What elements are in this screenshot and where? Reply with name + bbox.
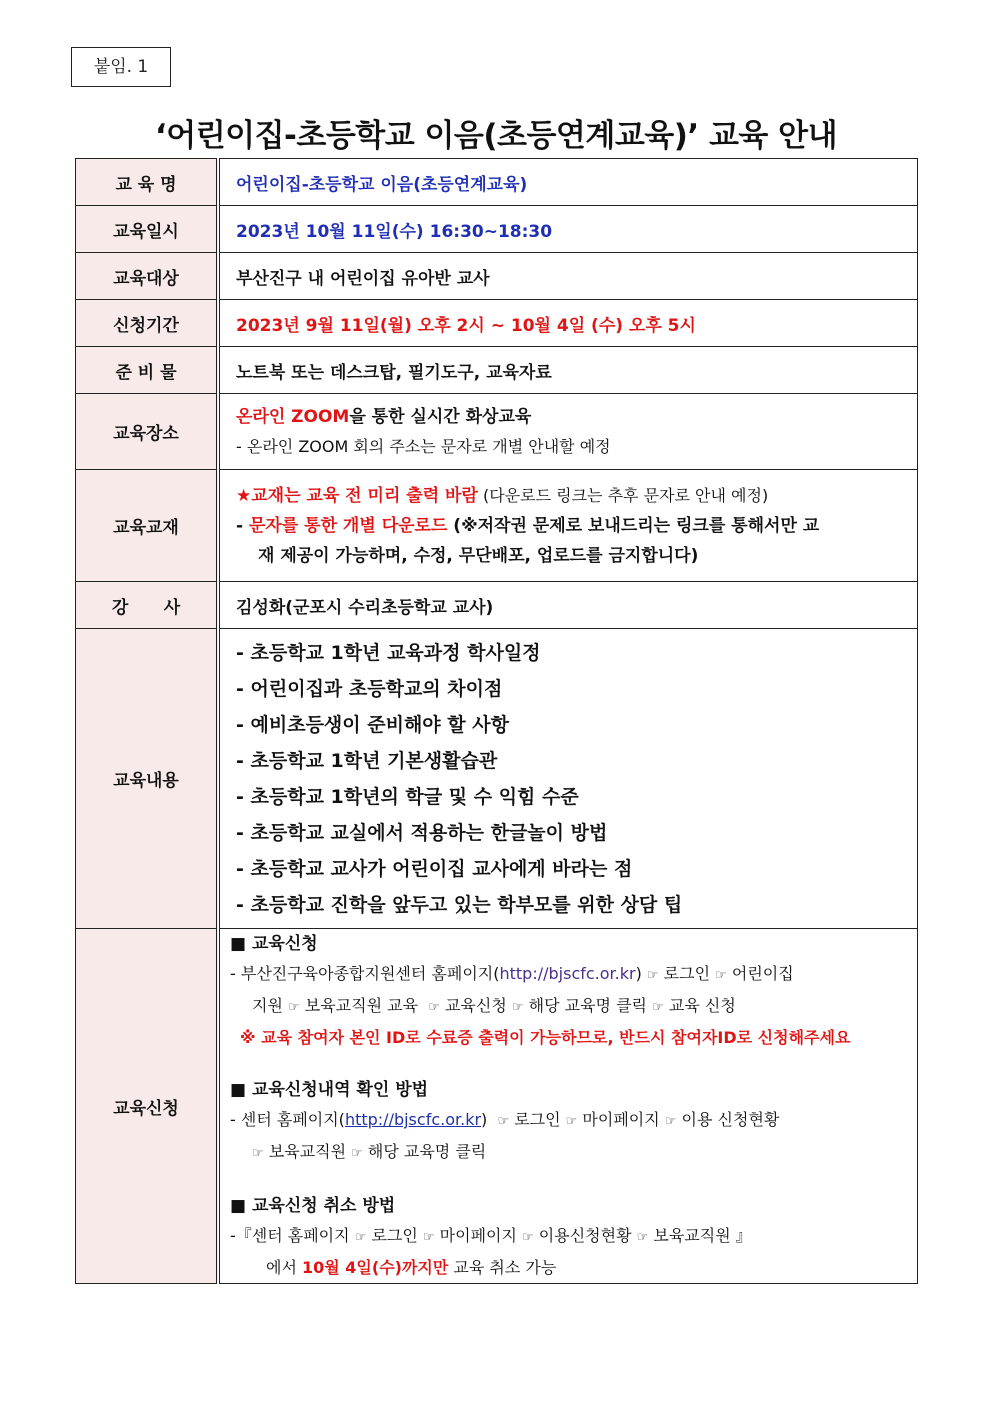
- label-prep: 준 비 물: [76, 347, 219, 394]
- finger-pointer-icon: ☞: [522, 1230, 534, 1245]
- material-download-note: (다운로드 링크는 추후 문자로 안내 예정): [477, 485, 769, 505]
- row-prep: [76, 347, 918, 394]
- row-place: [76, 394, 918, 470]
- content-item: - 초등학교 교실에서 적용하는 한글놀이 방법: [236, 821, 608, 844]
- row-apply-period: [76, 300, 918, 347]
- label-apply: 교육신청: [76, 929, 219, 1284]
- cancel-deadline: 10월 4일(수)까지만: [302, 1258, 449, 1277]
- label-name: 교 육 명: [76, 159, 219, 206]
- content-item: - 초등학교 1학년의 학글 및 수 익힘 수준: [236, 785, 579, 808]
- row-content: [76, 629, 918, 929]
- info-table: [75, 158, 918, 1284]
- apply-id-notice: ※ 교육 참여자 본인 ID로 수료증 출력이 가능하므로, 반드시 참여자ID로 신청해주세요: [240, 1028, 851, 1047]
- row-apply: 교육신청 ■ 교육신청 - 부산진구육아종합지원센터 홈페이지(http://bjscfc.or.kr) ☞ 로그인 ☞ 어린이집 지원 ☞ 보육교직원 교육 ☞ 교육신청 ☞ 해당 교육명 클릭 ☞ 교육 신청 ※ 교육 참여자 본인 ID로 수료증 출력이 가능하므로, 반드시 참여자ID로 신청해주세요 ■ 교육신청내역 확인 방법 - 센터 홈페이지(http://bjscfc.or.kr) ☞ 로그인 ☞ 마이페이지 ☞ 이용 신청현황 ☞ 보육교직원 ☞ 해당 교육명 클릭 ■ 교육신청 취소 방법 -『센터 홈페이지 ☞ 로그인 ☞ 마이페이지 ☞ 이용신청현황 ☞ 보육교직원 』 에서 10월 4일(수)까지만 교육 취소 가능: [76, 929, 918, 1284]
- value-lecturer: 김성화(군포시 수리초등학교 교사): [236, 597, 494, 618]
- finger-pointer-icon: ☞: [646, 968, 659, 983]
- finger-pointer-icon: ☞: [715, 968, 727, 983]
- content-item: - 초등학교 교사가 어린이집 교사에게 바라는 점: [236, 857, 633, 880]
- row-lecturer: [76, 582, 918, 629]
- finger-pointer-icon: ☞: [422, 1230, 435, 1245]
- row-material: 교육교재 ★교재는 교육 전 미리 출력 바람 (다운로드 링크는 추후 문자로 안내 예정) - 문자를 통한 개별 다운로드 (※저작권 문제로 보내드리는 링크를 통해서만 교 재 제공이 가능하며, 수정, 무단배포, 업로드를 금지합니다): [76, 470, 918, 582]
- material-warning: ★교재는 교육 전 미리 출력 바람: [236, 485, 478, 506]
- finger-pointer-icon: ☞: [652, 1000, 664, 1015]
- apply-section-title: ■ 교육신청: [230, 934, 318, 954]
- label-place: 교육장소: [76, 394, 219, 470]
- finger-pointer-icon: ☞: [636, 1230, 649, 1245]
- label-target: 교육대상: [76, 253, 219, 300]
- material-copyright-cont: 재 제공이 가능하며, 수정, 무단배포, 업로드를 금지합니다): [258, 545, 699, 566]
- cancel-section-title: ■ 교육신청 취소 방법: [230, 1196, 396, 1216]
- row-target: [76, 253, 918, 300]
- content-item: - 초등학교 진학을 앞두고 있는 학부모를 위한 상담 팁: [236, 893, 683, 916]
- finger-pointer-icon: ☞: [428, 1000, 440, 1015]
- finger-pointer-icon: ☞: [664, 1114, 677, 1129]
- label-material: 교육교재: [76, 470, 219, 582]
- check-section-title: ■ 교육신청내역 확인 방법: [230, 1080, 429, 1100]
- content-item: - 어린이집과 초등학교의 차이점: [236, 677, 503, 700]
- content-item: - 예비초등생이 준비해야 할 사항: [236, 713, 509, 736]
- place-note: - 온라인 ZOOM 회의 주소는 문자로 개별 안내할 예정: [236, 436, 611, 456]
- finger-pointer-icon: ☞: [497, 1114, 510, 1129]
- value-name: 어린이집-초등학교 이음(초등연계교육): [236, 174, 528, 195]
- page-title: ‘어린이집-초등학교 이음(초등연계교육)’ 교육 안내: [154, 118, 838, 154]
- place-desc: 을 통한 실시간 화상교육: [349, 406, 532, 427]
- value-target: 부산진구 내 어린이집 유아반 교사: [236, 268, 490, 289]
- content-item: - 초등학교 1학년 기본생활습관: [236, 749, 498, 772]
- finger-pointer-icon: ☞: [354, 1230, 367, 1245]
- finger-pointer-icon: ☞: [252, 1146, 264, 1161]
- label-date: 교육일시: [76, 206, 219, 253]
- attachment-label: 붙임. 1: [71, 47, 171, 87]
- finger-pointer-icon: ☞: [351, 1146, 363, 1161]
- finger-pointer-icon: ☞: [565, 1114, 578, 1129]
- value-apply-period: 2023년 9월 11일(월) 오후 2시 ~ 10월 4일 (수) 오후 5시: [236, 315, 696, 336]
- row-name: [76, 159, 918, 206]
- material-copyright: (※저작권 문제로 보내드리는 링크를 통해서만 교: [447, 515, 820, 536]
- material-download: 문자를 통한 개별 다운로드: [248, 515, 448, 536]
- row-date: [76, 206, 918, 253]
- label-apply-period: 신청기간: [76, 300, 219, 347]
- homepage-link[interactable]: http://bjscfc.or.kr: [344, 1110, 482, 1129]
- content-item: - 초등학교 1학년 교육과정 학사일정: [236, 641, 541, 664]
- finger-pointer-icon: ☞: [288, 1000, 300, 1015]
- value-prep: 노트북 또는 데스크탑, 필기도구, 교육자료: [236, 362, 552, 383]
- value-date: 2023년 10월 11일(수) 16:30~18:30: [236, 221, 553, 242]
- label-lecturer: 강 사: [76, 582, 219, 629]
- homepage-link[interactable]: http://bjscfc.or.kr: [499, 964, 636, 983]
- label-content: 교육내용: [76, 629, 219, 929]
- place-zoom: 온라인 ZOOM: [236, 406, 350, 427]
- finger-pointer-icon: ☞: [511, 1000, 524, 1015]
